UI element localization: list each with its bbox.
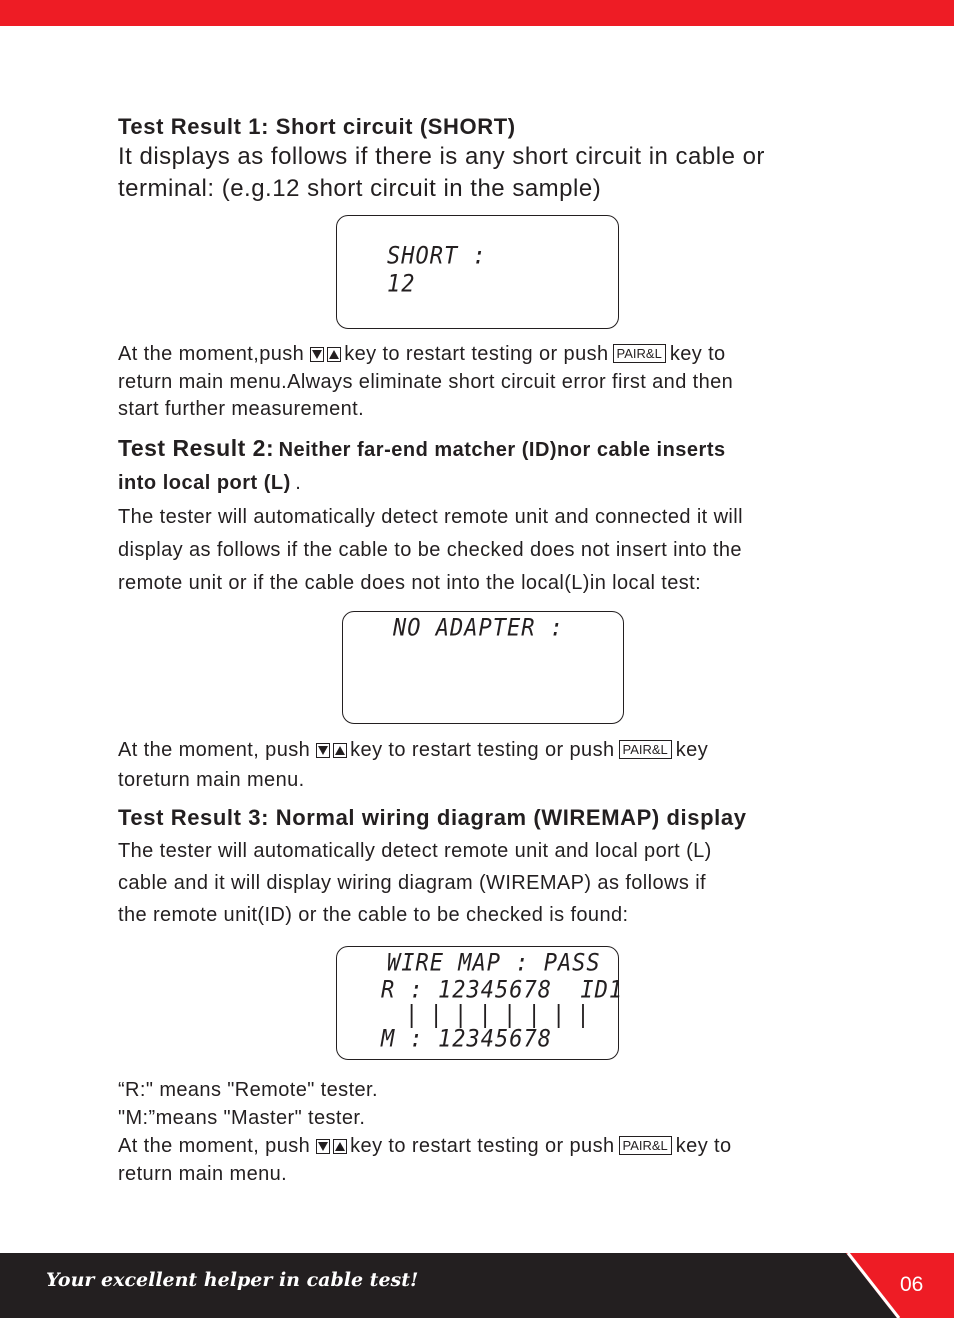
footer-tagline: Your excellent helper in cable test! (46, 1269, 419, 1291)
section1-desc-line2: terminal: (e.g.12 short circuit in the sample) (118, 175, 602, 202)
section2-heading-line2-tail: . (295, 472, 301, 494)
section3-desc-line3: the remote unit(ID) or the cable to be checked is found: (118, 904, 629, 926)
section3-note-remote: “R:" means "Remote" tester. (118, 1079, 378, 1101)
text: At the moment,push (118, 343, 305, 365)
section2-heading-line2-text: into local port (L) (118, 472, 291, 494)
section3-instruction-line1 (118, 1135, 732, 1158)
down-arrow-icon (310, 347, 324, 362)
section2-instruction-line2: toreturn main menu. (118, 769, 305, 791)
text: key to (669, 343, 726, 365)
lcd-line: R : 12345678 ID1 (381, 976, 624, 1005)
top-accent-bar (0, 0, 954, 26)
pair-key-icon: PAIR&L (619, 740, 672, 759)
page-footer (0, 1253, 954, 1318)
up-arrow-icon (333, 1139, 347, 1154)
down-up-keys (310, 347, 341, 362)
section2-heading-prefix: Test Result 2: (118, 435, 275, 461)
section3-note-master: "M:”means "Master" tester. (118, 1107, 366, 1129)
section1-heading: Test Result 1: Short circuit (SHORT) (118, 114, 516, 139)
section3-desc-line1: The tester will automatically detect remote unit and local port (L) (118, 840, 712, 862)
down-arrow-icon (316, 743, 330, 758)
pair-key-icon: PAIR&L (619, 1136, 672, 1155)
lcd-line: | | | | | | | | (405, 1001, 589, 1030)
section3-desc-line2: cable and it will display wiring diagram (WIREMAP) as follows if (118, 872, 707, 894)
section1-instruction-line2: return main menu.Always eliminate short circuit error first and then (118, 371, 734, 393)
pair-key-icon: PAIR&L (613, 344, 666, 363)
lcd-display-short (336, 215, 619, 329)
down-up-keys (316, 743, 347, 758)
up-arrow-icon (333, 743, 347, 758)
section3-instruction-line2: return main menu. (118, 1163, 288, 1185)
down-arrow-icon (316, 1139, 330, 1154)
text: key to restart testing or push (350, 739, 615, 761)
page-number: 06 (900, 1273, 924, 1296)
text: key to restart testing or push (350, 1135, 615, 1157)
text: At the moment, push (118, 1135, 311, 1157)
section2-heading-line1 (118, 435, 726, 462)
lcd-display-no-adapter (342, 611, 624, 724)
lcd-line: M : 12345678 (381, 1025, 552, 1054)
down-up-keys (316, 1139, 347, 1154)
section2-heading-rest: Neither far-end matcher (ID)nor cable inserts (278, 439, 726, 461)
section2-instruction-line1 (118, 739, 708, 762)
lcd-line: 12 (387, 270, 416, 299)
lcd-line: NO ADAPTER : (393, 614, 564, 643)
section1-instruction-line3: start further measurement. (118, 398, 365, 420)
text: At the moment, push (118, 739, 311, 761)
section1-instruction-line1 (118, 343, 726, 366)
text: key (675, 739, 709, 761)
text: key to restart testing or push (344, 343, 609, 365)
section2-desc-line1: The tester will automatically detect remote unit and connected it will (118, 506, 743, 528)
section3-heading: Test Result 3: Normal wiring diagram (WIREMAP) display (118, 805, 747, 830)
section2-desc-line3: remote unit or if the cable does not into the local(L)in local test: (118, 572, 702, 594)
section2-desc-line2: display as follows if the cable to be checked does not insert into the (118, 539, 742, 561)
lcd-line: WIRE MAP : PASS (387, 949, 601, 978)
lcd-display-wiremap (336, 946, 624, 1060)
up-arrow-icon (327, 347, 341, 362)
section1-desc-line1: It displays as follows if there is any short circuit in cable or (118, 143, 765, 170)
lcd-line: SHORT : (387, 242, 487, 271)
section2-heading-line2 (118, 472, 301, 495)
text: key to (675, 1135, 732, 1157)
